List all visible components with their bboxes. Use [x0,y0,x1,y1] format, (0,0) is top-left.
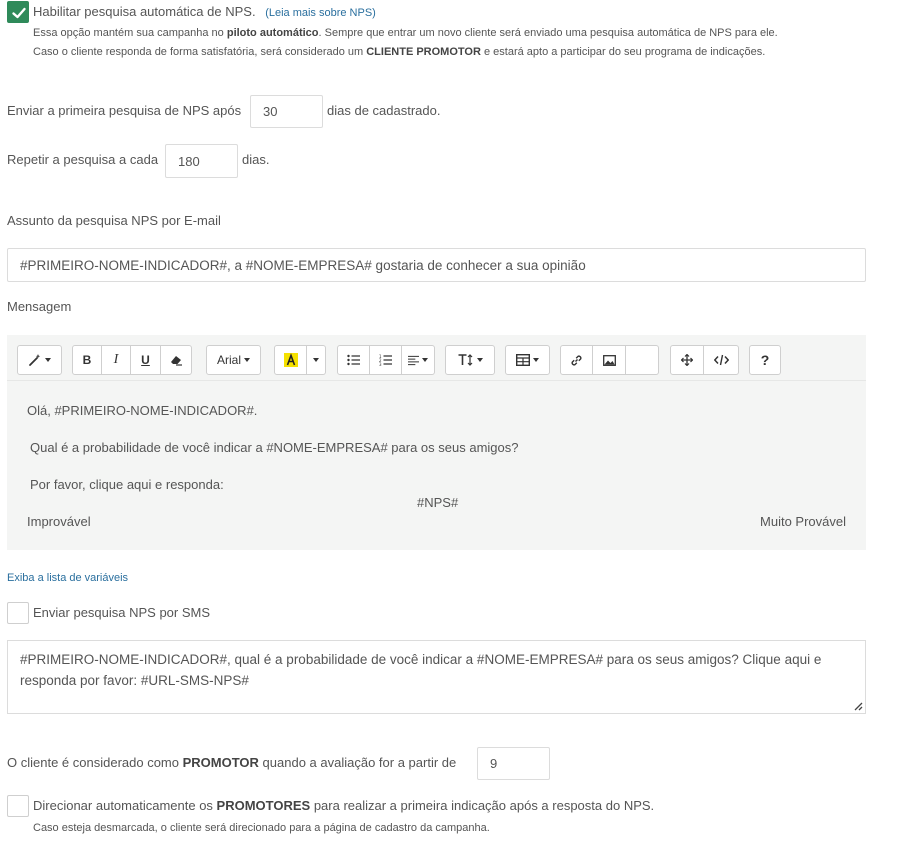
magic-style-button[interactable] [17,345,62,375]
nps-auto-label: Habilitar pesquisa automática de NPS. [33,4,256,19]
fullscreen-button[interactable] [670,345,704,375]
editor-content[interactable] [7,381,866,550]
font-group [206,345,261,375]
email-subject-label: Assunto da pesquisa NPS por E-mail [7,213,221,228]
nps-tag: #NPS# [417,495,459,510]
email-subject-input[interactable]: #PRIMEIRO-NOME-INDICADOR#, a #NOME-EMPRESA# gostaria de conhecer a sua opinião [7,248,866,282]
image-icon [603,355,616,366]
message-label: Mensagem [7,299,72,314]
sms-text: #PRIMEIRO-NOME-INDICADOR#, qual é a probabilidade de você indicar a #NOME-EMPRESA# para os seus amigos? Clique aqui e responda por favor: #URL-SMS-NPS# [20,652,822,688]
help-button[interactable]: ? [749,345,781,375]
eraser-icon [170,354,183,366]
magic-wand-icon [28,353,42,367]
color-dropdown-button[interactable] [307,345,326,375]
highlight-icon [284,353,298,367]
table-icon [516,354,530,366]
nps-auto-help-1: Essa opção mantém sua campanha no piloto automático. Sempre que entrar um novo cliente será enviado uma pesquisa automática de NPS para ele. [33,27,778,39]
underline-button[interactable]: U [131,345,161,375]
insert-group [560,345,659,375]
checkmark-icon [11,5,27,21]
sms-textarea[interactable] [7,640,866,714]
svg-text:2: 2 [378,358,382,363]
code-icon [714,354,729,366]
text-color-button[interactable] [274,345,307,375]
list-group [337,345,435,375]
first-survey-days-input[interactable]: 30 [250,95,323,128]
redirect-label: Direcionar automaticamente os PROMOTORES para realizar a primeira indicação após a resposta do NPS. [33,798,655,813]
sms-checkbox[interactable] [7,602,29,624]
video-button[interactable] [626,345,659,375]
resize-grip-icon[interactable] [853,701,863,711]
format-group [72,345,192,375]
svg-text:3: 3 [378,362,382,366]
message-line-3: Por favor, clique aqui e responda: [30,477,224,492]
ordered-list-button[interactable] [370,345,402,375]
variables-list-link[interactable]: Exiba a lista de variáveis [7,572,129,584]
message-editor [7,335,866,550]
repeat-survey-days-input[interactable]: 180 [165,144,238,178]
image-button[interactable] [593,345,626,375]
message-line-1: Olá, #PRIMEIRO-NOME-INDICADOR#. [27,403,258,418]
code-view-button[interactable] [704,345,739,375]
editor-toolbar [7,335,866,381]
align-left-icon [408,355,419,366]
sms-label: Enviar pesquisa NPS por SMS [33,605,211,620]
promoter-label: O cliente é considerado como PROMOTOR quando a avaliação for a partir de [7,755,457,770]
text-height-icon [458,354,474,366]
size-group [445,345,495,375]
eraser-button[interactable] [161,345,192,375]
redirect-checkbox[interactable] [7,795,29,817]
style-group [17,345,62,375]
message-line-2: Qual é a probabilidade de você indicar a #NOME-EMPRESA# para os seus amigos? [30,440,519,455]
redirect-help: Caso esteja desmarcada, o cliente será direcionado para a página de cadastro da campanha. [33,822,490,834]
nps-auto-label-row [33,4,376,19]
unordered-list-button[interactable] [337,345,370,375]
link-button[interactable] [560,345,593,375]
font-family-button[interactable]: Arial [206,345,261,375]
numbered-list-icon [379,354,393,366]
scale-high-label: Muito Provável [760,514,846,529]
first-survey-label: Enviar a primeira pesquisa de NPS após [7,103,242,118]
promoter-threshold-input[interactable]: 9 [477,747,550,780]
color-group [274,345,326,375]
first-survey-suffix: dias de cadastrado. [327,103,441,118]
nps-auto-help-2: Caso o cliente responda de forma satisfatória, será considerado um CLIENTE PROMOTOR e estará apto a participar do seu programa de indicações. [33,46,766,58]
line-height-button[interactable] [445,345,495,375]
italic-button[interactable]: I [102,345,131,375]
align-button[interactable] [402,345,435,375]
link-icon [570,354,583,367]
repeat-survey-suffix: dias. [242,152,270,167]
nps-auto-checkbox[interactable] [7,1,29,23]
table-button[interactable] [505,345,550,375]
bold-button[interactable]: B [72,345,102,375]
move-arrows-icon [681,354,693,366]
table-group [505,345,550,375]
scale-low-label: Improvável [27,514,91,529]
svg-text:1: 1 [378,354,382,359]
misc-group [670,345,739,375]
nps-read-more-link[interactable]: (Leia mais sobre NPS) [265,7,376,19]
repeat-survey-label: Repetir a pesquisa a cada [7,152,159,167]
bullet-list-icon [347,354,361,366]
help-group [749,345,781,375]
